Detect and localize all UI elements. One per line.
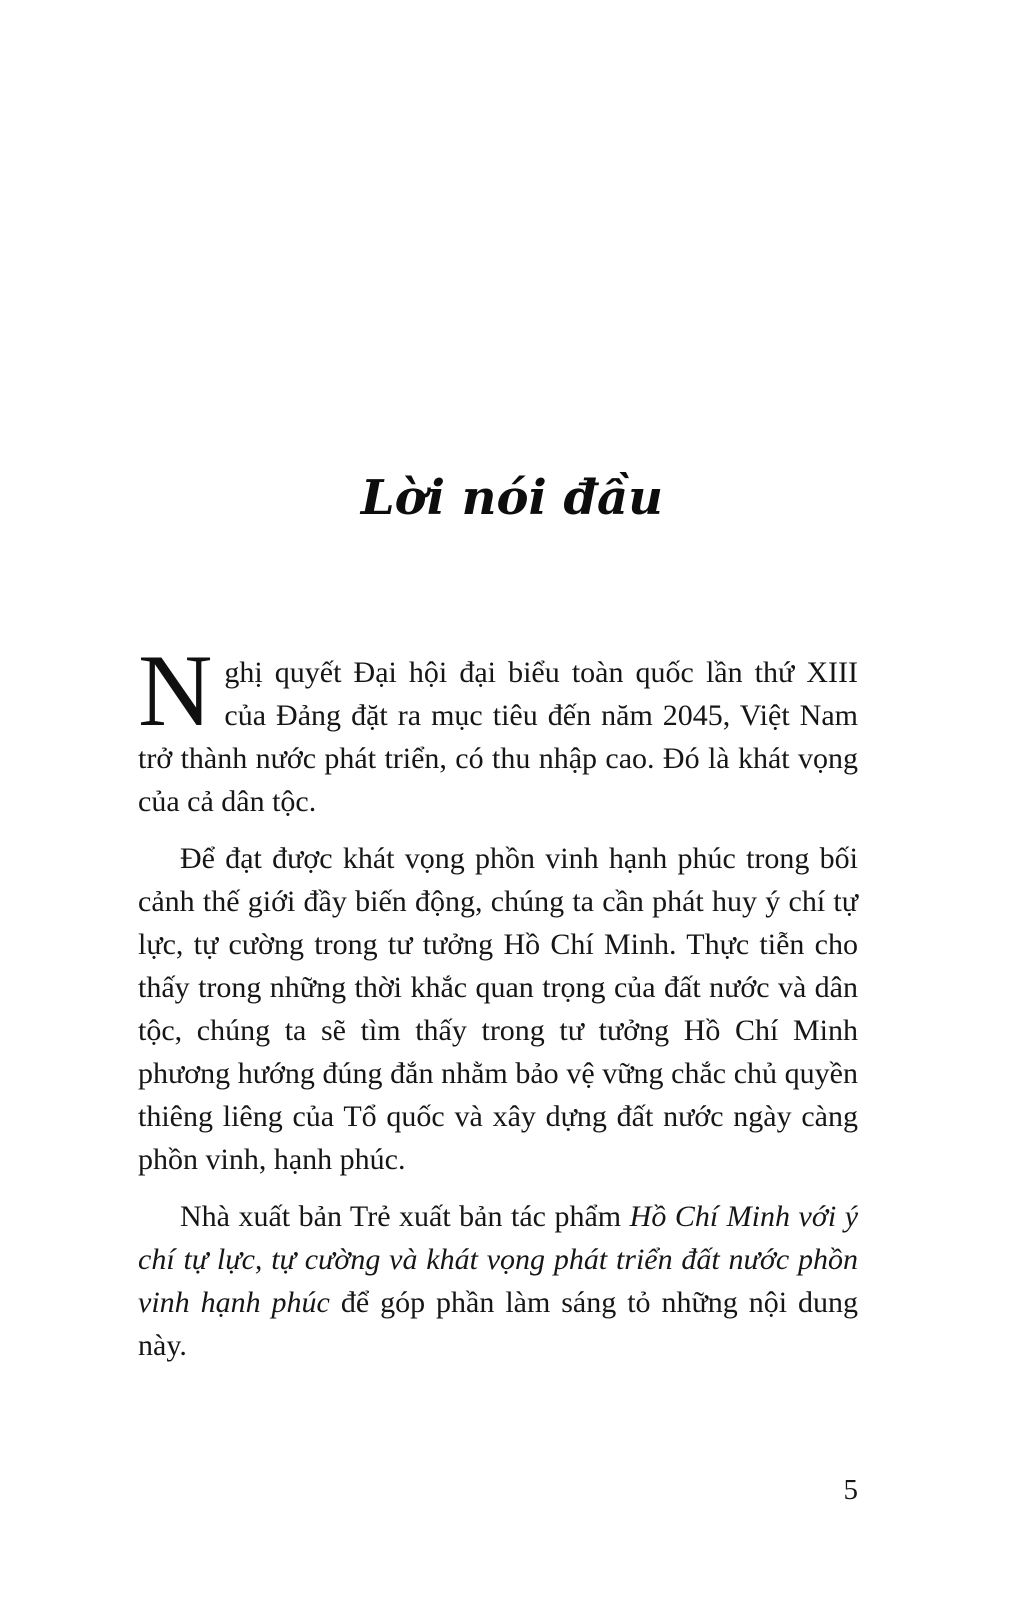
page-title: Lời nói đầu [360, 470, 664, 527]
paragraph-2-text: Để đạt được khát vọng phồn vinh hạnh phúc trong bối cảnh thế giới đầy biến động, chúng ta cần phát huy ý chí tự lực, tự cường trong tư tưởng Hồ Chí Minh. Thực tiễn cho thấy trong những thời khắc quan trọng của đất nước và dân tộc, chúng ta sẽ tìm thấy trong tư tưởng Hồ Chí Minh phương hướng đúng đắn nhằm bảo vệ vững chắc chủ quyền thiêng liêng của Tổ quốc và xây dựng đất nước ngày càng phồn vinh, hạnh phúc. [138, 842, 858, 1176]
page-number: 5 [843, 1474, 858, 1506]
paragraph-1-text: ghị quyết Đại hội đại biểu toàn quốc lần thứ XIII của Đảng đặt ra mục tiêu đến năm 2045, Việt Nam trở thành nước phát triển, có thu nhập cao. Đó là khát vọng của cả dân tộc. [138, 656, 858, 818]
paragraph-3 [138, 1195, 858, 1367]
drop-cap: N [138, 634, 213, 748]
paragraph-1 [138, 634, 858, 823]
book-title-italic: Hồ Chí Minh với ý chí tự lực, tự cường và khát vọng phát triển đất nước phồn vinh hạnh phúc [138, 1200, 859, 1319]
paragraph-3-text-end: để góp phần làm sáng tỏ những nội dung này. [138, 1286, 858, 1362]
page-body [138, 634, 859, 1381]
paragraph-3-text-start: Nhà xuất bản Trẻ xuất bản tác phẩm [180, 1200, 630, 1233]
paragraph-2 [138, 837, 858, 1181]
